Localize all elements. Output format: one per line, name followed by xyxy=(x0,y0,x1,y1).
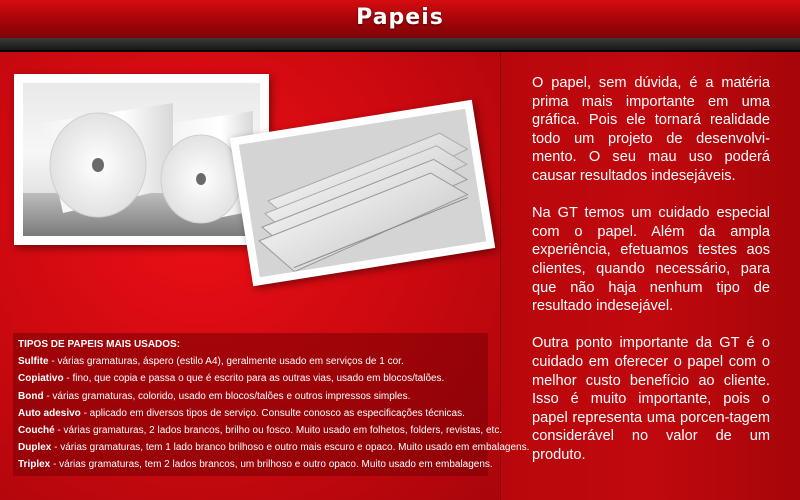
body-text xyxy=(532,74,770,483)
paper-type-item xyxy=(18,353,488,370)
paper-type-description: - várias gramaturas, tem 2 lados brancos, um brilhoso e outro opaco. Muito usado em embalagens. xyxy=(50,459,493,471)
paper-type-name: Duplex xyxy=(18,442,52,454)
paper-type-item xyxy=(18,405,488,422)
page-title: Papeis xyxy=(356,5,444,30)
paper-type-name: Auto adesivo xyxy=(18,407,81,419)
body-paragraph: O papel, sem dúvida, é a matéria prima mais importante em uma gráfica. Pois ele tornará realidade todo um projeto de desenvolvi-mento. O seu mau uso poderá causar resultados indesejáveis. xyxy=(532,75,770,184)
paper-type-name: Bond xyxy=(18,390,44,402)
paper-type-item xyxy=(18,388,488,405)
paper-type-description: - várias gramaturas, tem 1 lado branco brilhoso e outro mais escuro e opaco. Muito usado em embalagens. xyxy=(51,442,530,454)
paper-type-description: - aplicado em diversos tipos de serviço. Consulte conosco as especificações técnicas. xyxy=(80,407,465,419)
header-bar xyxy=(0,0,800,38)
paper-type-item xyxy=(18,422,503,439)
paper-type-name: Couché xyxy=(18,425,55,437)
paper-type-item xyxy=(18,439,530,456)
paper-rolls-photo xyxy=(14,74,269,245)
paper-type-name: Triplex xyxy=(18,459,51,471)
paper-type-description: - várias gramaturas, 2 lados brancos, brilho ou fosco. Muito usado em folhetos, folders, revistas, etc. xyxy=(54,425,503,437)
paper-types-title: TIPOS DE PAPEIS MAIS USADOS: xyxy=(18,339,181,350)
paper-rolls-image xyxy=(23,83,260,236)
body-paragraph: Outra ponto importante da GT é o cuidado em oferecer o papel com o melhor custo benefício ao cliente. Isso é muito importante, pois o papel representa uma porcen-tagem considerável no valor de um produto. xyxy=(532,335,770,463)
header-divider-band xyxy=(0,38,800,52)
paper-sheets-illustration xyxy=(239,109,486,277)
paper-type-item xyxy=(18,456,493,473)
paper-sheets-image xyxy=(239,109,486,277)
paper-types-box xyxy=(13,333,530,476)
paper-type-item xyxy=(18,370,488,387)
paper-rolls-illustration xyxy=(23,83,260,236)
paper-type-description: - várias gramaturas, colorido, usado em blocos/talões e outros impressos simples. xyxy=(43,390,411,402)
paper-type-description: - fino, que copia e passa o que é escrito para as outras vias, usado em blocos/talões. xyxy=(63,373,445,385)
paper-type-name: Sulfite xyxy=(18,356,49,368)
body-paragraph: Na GT temos um cuidado especial com o papel. Além da ampla experiência, efetuamos testes aos clientes, quando necessário, para que não haja nenhum tipo de resultado indesejável. xyxy=(532,205,770,315)
paper-type-description: - várias gramaturas, áspero (estilo A4), geralmente usado em serviços de 1 cor. xyxy=(48,356,404,368)
paper-type-name: Copiativo xyxy=(18,373,64,385)
